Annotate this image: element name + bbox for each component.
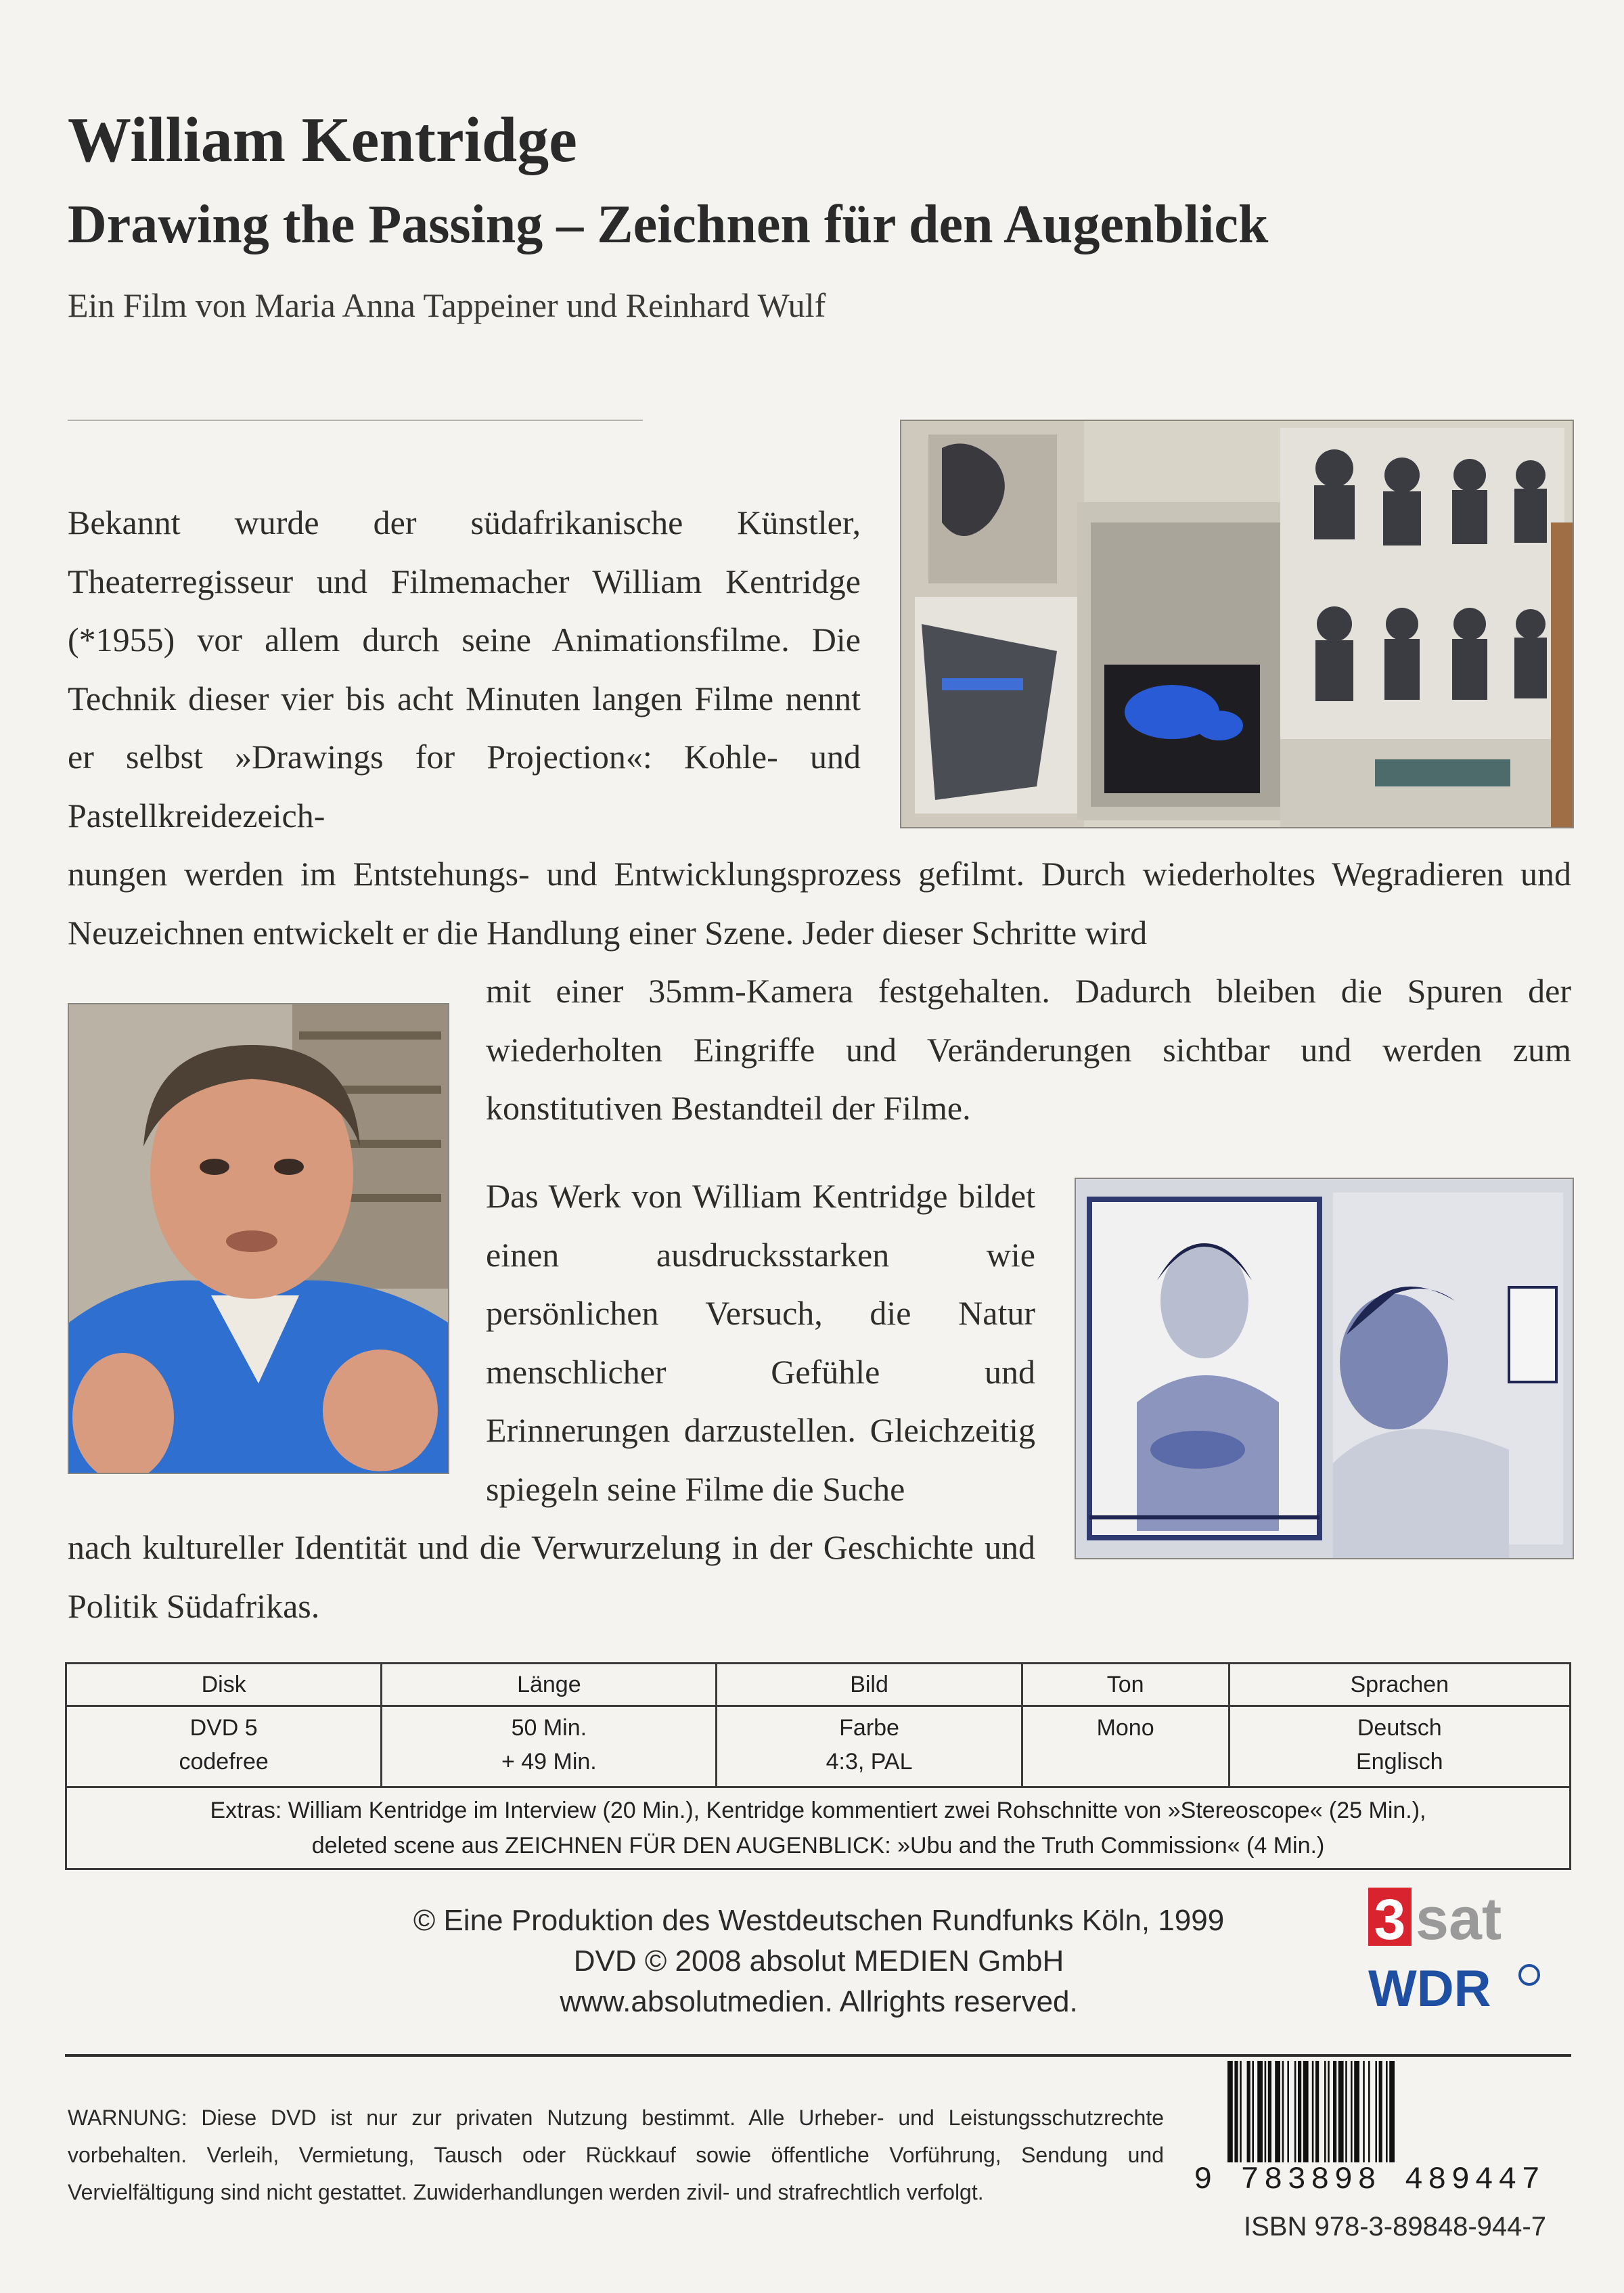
specs-length-line: 50 Min. [511, 1715, 587, 1741]
specs-sound [1022, 1706, 1229, 1787]
credits-line: © Eine Produktion des Westdeutschen Rundfunks Köln, 1999 [413, 1904, 1225, 1937]
wdr-logo-text: WDR [1368, 1961, 1491, 2016]
specs-table [65, 1662, 1571, 1870]
barcode-bar [1234, 2061, 1238, 2162]
specs-extras [66, 1787, 1571, 1869]
barcode-bar [1294, 2061, 1296, 2162]
specs-picture [717, 1706, 1022, 1787]
barcode-bar [1351, 2061, 1353, 2162]
specs-header-row [66, 1664, 1571, 1706]
3sat-logo [1368, 1885, 1544, 1953]
barcode-bar [1324, 2061, 1326, 2162]
specs-sound-line: Mono [1096, 1715, 1154, 1741]
barcode-bar [1265, 2061, 1267, 2162]
barcode-bar [1333, 2061, 1336, 2162]
3sat-logo-number: 3 [1374, 1888, 1406, 1951]
specs-header-languages: Sprachen [1229, 1664, 1571, 1706]
barcode-bar [1240, 2061, 1242, 2162]
credits-line: www.absolutmedien. Allrights reserved. [560, 1985, 1078, 2018]
barcode-bar [1375, 2061, 1377, 2162]
specs-disk-line: codefree [179, 1749, 269, 1775]
body-paragraph-2a: Das Werk von William Kentridge bildet einen ausdrucksstarken wie persönlichen Versuch, die Natur menschlicher Gefühle und Erinnerungen darzustellen. Gleichzeitig spiegeln seine Filme die Suche [486, 1177, 1035, 1508]
barcode-bar [1252, 2061, 1254, 2162]
barcode-bar [1257, 2061, 1263, 2162]
specs-header-sound: Ton [1022, 1664, 1229, 1706]
portrait-photo [68, 1003, 449, 1474]
divider [68, 420, 643, 421]
specs-languages-line: Englisch [1355, 1749, 1443, 1775]
legal-warning: WARNUNG: Diese DVD ist nur zur privaten Nutzung bestimmt. Alle Urheber- und Leistungsschutzrechte vorbehalten. Verleih, Vermietung, Tausch oder Rückkauf sowie öffentliche Vorführung, Sendung und Vervielfältigung sind nicht gestattet. Zuwiderhandlungen werden zivil- und strafrechtlich verfolgt. [68, 2106, 1164, 2204]
barcode-bar [1315, 2061, 1319, 2162]
isbn: ISBN 978-3-89848-944-7 [1244, 2212, 1546, 2242]
body-paragraph-1c: mit einer 35mm-Kamera festgehalten. Dadurch bleiben die Spuren der wiederholten Eingriffe und Veränderungen sichtbar und werden zum konstitutiven Bestandteil der Filme. [486, 972, 1571, 1127]
specs-languages-line: Deutsch [1357, 1715, 1442, 1741]
barcode-bar [1287, 2061, 1289, 2162]
footer-divider [65, 2054, 1571, 2057]
drawing-photo [1075, 1178, 1574, 1559]
barcode-bar [1282, 2061, 1284, 2162]
barcode-bar [1389, 2061, 1395, 2162]
barcode-bar [1368, 2061, 1370, 2162]
specs-extras-row [66, 1787, 1571, 1869]
byline: Ein Film von Maria Anna Tappeiner und Reinhard Wulf [68, 286, 826, 324]
ard-one-icon [1520, 1965, 1539, 1984]
specs-extras-line: deleted scene aus ZEICHNEN FÜR DEN AUGENBLICK: »Ubu and the Truth Commission« (4 Min.) [311, 1833, 1325, 1858]
barcode-bar [1275, 2061, 1280, 2162]
barcode-bar [1247, 2061, 1250, 2162]
barcode-bar [1354, 2061, 1359, 2162]
barcode-bar [1386, 2061, 1388, 2162]
barcode-bar [1227, 2061, 1233, 2162]
specs-disk [66, 1706, 382, 1787]
specs-disk-line: DVD 5 [189, 1715, 258, 1741]
body-paragraph-2b: nach kultureller Identität und die Verwurzelung in der Geschichte und Politik Südafrikas. [68, 1528, 1035, 1625]
specs-header-picture: Bild [717, 1664, 1022, 1706]
specs-picture-line: 4:3, PAL [826, 1749, 913, 1775]
page-title: William Kentridge [68, 105, 577, 175]
studio-photo [900, 420, 1574, 828]
3sat-logo-text: sat [1416, 1885, 1502, 1952]
barcode-bar [1379, 2061, 1382, 2162]
specs-header-disk: Disk [66, 1664, 382, 1706]
specs-value-row [66, 1706, 1571, 1787]
barcode-bar [1328, 2061, 1330, 2162]
body-paragraph-1a: Bekannt wurde der südafrikanische Künstler, Theaterregisseur und Filmemacher William Kentridge (*1955) vor allem durch seine Animationsfilme. Die Technik dieser vier bis acht Minuten langen Filme nennt er selbst »Drawings for Projection«: Kohle- und Pastellkreidezeich- [68, 504, 861, 834]
credits [379, 1900, 1259, 2022]
barcode-bar [1338, 2061, 1344, 2162]
barcode-bar [1363, 2061, 1365, 2162]
specs-picture-line: Farbe [839, 1715, 899, 1741]
barcode-bar [1345, 2061, 1347, 2162]
barcode-bar [1303, 2061, 1309, 2162]
barcode-bar [1298, 2061, 1301, 2162]
wdr-logo [1368, 1961, 1544, 2016]
specs-languages [1229, 1706, 1571, 1787]
specs-header-length: Länge [382, 1664, 717, 1706]
credits-line: DVD © 2008 absolut MEDIEN GmbH [573, 1944, 1064, 1978]
barcode-bar [1268, 2061, 1271, 2162]
barcode-bar [1312, 2061, 1314, 2162]
specs-length [382, 1706, 717, 1787]
page-subtitle: Drawing the Passing – Zeichnen für den Augenblick [68, 195, 1269, 254]
specs-length-line: + 49 Min. [501, 1749, 597, 1775]
specs-extras-line: Extras: William Kentridge im Interview (20 Min.), Kentridge kommentiert zwei Rohschnitte von »Stereoscope« (25 Min.), [210, 1798, 1426, 1823]
barcode-digits: 9 783898 489447 [1194, 2162, 1546, 2198]
body-paragraph-1b: nungen werden im Entstehungs- und Entwicklungsprozess gefilmt. Durch wiederholtes Wegradieren und Neuzeichnen entwickelt er die Handlung einer Szene. Jeder dieser Schritte wird [68, 855, 1571, 952]
